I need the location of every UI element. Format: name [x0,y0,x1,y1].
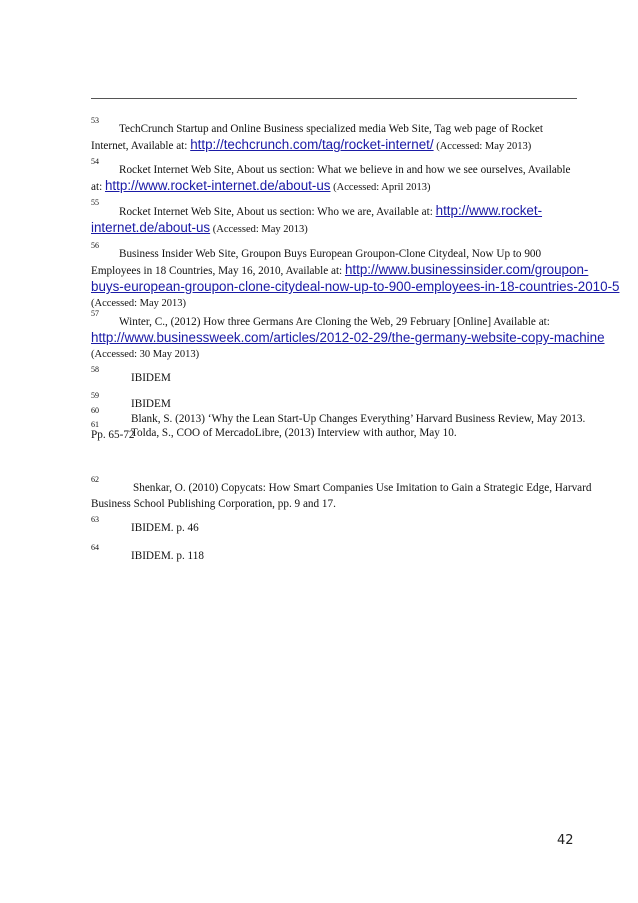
footnote-59 [91,391,581,412]
footnote-64 [91,543,581,564]
footnote-text: Rocket Internet Web Site, About us section: What we believe in and how we see ourselves, Available [119,164,571,176]
footnote-link[interactable]: buys-european-groupon-clone-citydeal-now-up-to-900-employees-in-18-countries-2010-5 [91,279,620,294]
footnote-text: Employees in 18 Countries, May 16, 2010, Available at: [91,265,345,277]
footnote-text: (Accessed: May 2013) [433,141,532,152]
footnote-text: TechCrunch Startup and Online Business specialized media Web Site, Tag web page of Rocket [119,123,543,135]
footnote-number: 63 [91,515,99,524]
footnote-text: (Accessed: May 2013) [91,298,187,309]
footnote-link[interactable]: internet.de/about-us [91,220,211,235]
footnote-number: 59 [91,391,99,400]
footnote-link[interactable]: http://www.businessinsider.com/groupon- [344,262,589,277]
footnote-53 [91,116,581,155]
footnote-number: 55 [91,198,99,207]
footnote-number: 57 [91,309,99,318]
footnote-56 [91,241,620,312]
footnote-text: Pp. 65-72 [91,429,135,441]
footnote-57 [91,309,605,363]
footnote-62 [91,475,592,512]
footnote-61 [91,420,581,441]
footnote-text: IBIDEM [131,372,171,384]
footnote-number: 58 [91,365,99,374]
footnote-63 [91,515,581,536]
footnote-text: (Accessed: April 2013) [330,182,431,193]
footnote-link[interactable]: http://techcrunch.com/tag/rocket-internet/ [190,137,434,152]
footnote-number: 56 [91,241,99,250]
footnote-number: 62 [91,475,99,484]
footnote-number: 64 [91,543,99,552]
footnote-text: (Accessed: May 2013) [210,224,308,235]
footnote-number: 53 [91,116,99,125]
footnote-separator [91,98,577,99]
footnote-number: 61 [91,420,99,429]
footnote-text: Shenkar, O. (2010) Copycats: How Smart Companies Use Imitation to Gain a Strategic Edge, Harvard [133,482,592,494]
footnote-text: Business Insider Web Site, Groupon Buys European Groupon-Clone Citydeal, Now Up to 900 [119,248,542,260]
footnote-text: Blank, S. (2013) ‘Why the Lean Start-Up Changes Everything’ Harvard Business Review, May 2013. [131,413,586,425]
footnote-text: IBIDEM. p. 118 [131,550,204,562]
footnote-number: 54 [91,157,99,166]
footnote-text: Business School Publishing Corporation, pp. 9 and 17. [91,498,336,510]
footnote-text: Tolda, S., COO of MercadoLibre, (2013) Interview with author, May 10. [131,427,457,439]
footnote-text: IBIDEM. p. 46 [131,522,199,534]
footnote-58 [91,365,581,386]
footnote-link[interactable]: http://www.rocket- [435,203,543,218]
footnote-text: Internet, Available at: [91,140,191,152]
footnote-55 [91,198,581,238]
footnote-text: IBIDEM [131,398,171,410]
footnote-link[interactable]: http://www.businessweek.com/articles/2012-02-29/the-germany-website-copy-machine [91,330,605,345]
footnote-text: Rocket Internet Web Site, About us section: Who we are, Available at: [119,206,436,218]
footnote-54 [91,157,581,196]
footnote-text: at: [91,181,105,193]
footnote-text: (Accessed: 30 May 2013) [91,349,200,360]
footnote-number: 60 [91,406,99,415]
footnote-text: Winter, C., (2012) How three Germans Are Cloning the Web, 29 February [Online] Available at: [119,316,550,328]
page-number: 42 [557,833,574,848]
footnote-link[interactable]: http://www.rocket-internet.de/about-us [104,178,331,193]
